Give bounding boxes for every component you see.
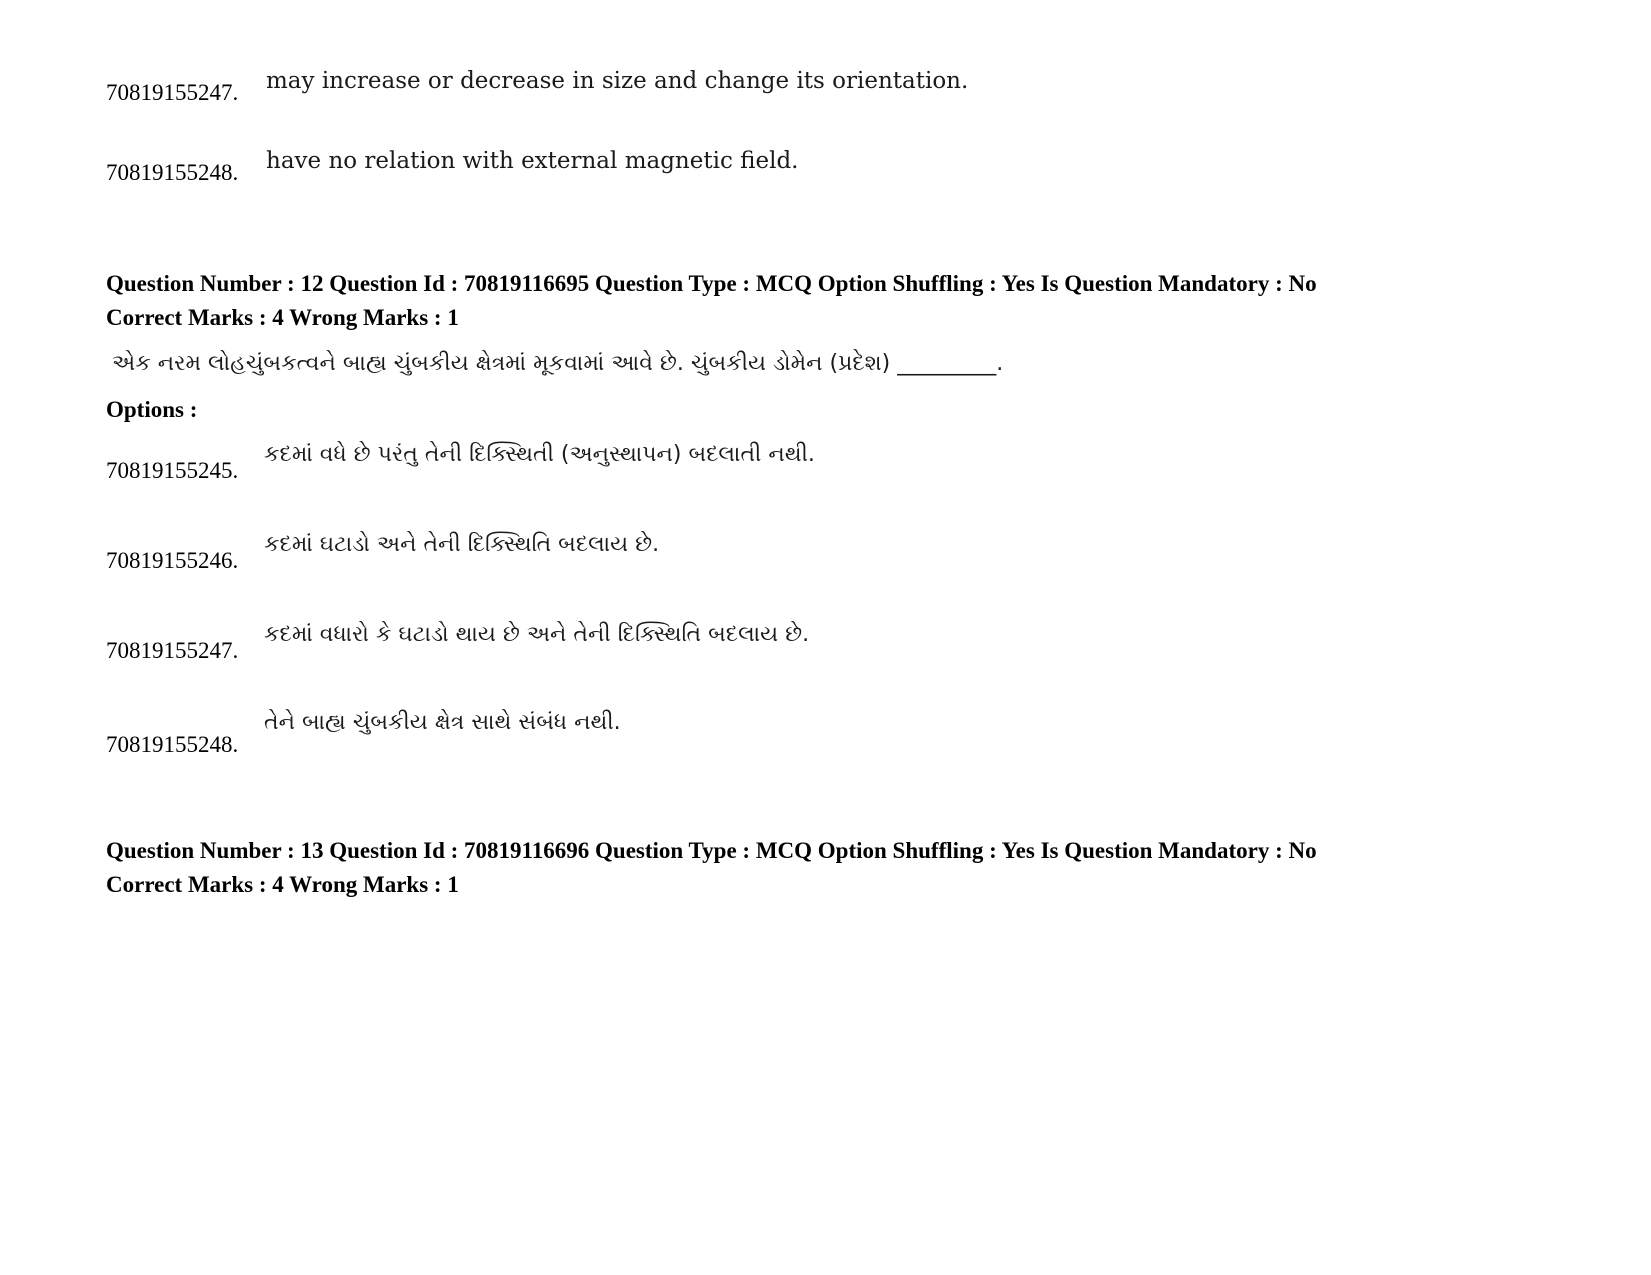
question-marks: Correct Marks : 4 Wrong Marks : 1 xyxy=(106,872,459,897)
options-label: Options : xyxy=(106,397,198,422)
option-id: 70819155247. xyxy=(106,80,239,105)
option-text: કદમાં વધે છે પરંતુ તેની દિક્સ્થિતી (અનુસ્થાપન) બદલાતી નથી. xyxy=(264,442,815,467)
option-id: 70819155245. xyxy=(106,458,239,483)
option-id: 70819155248. xyxy=(106,160,239,185)
option-text: may increase or decrease in size and change its orientation. xyxy=(266,68,969,94)
option-id: 70819155247. xyxy=(106,638,239,663)
option-text: તેને બાહ્ય ચુંબકીય ક્ષેત્ર સાથે સંબંધ નથી. xyxy=(264,710,621,735)
option-id: 70819155248. xyxy=(106,732,239,757)
question-text: એક નરમ લોહચુંબકત્વને બાહ્ય ચુંબકીય ક્ષેત્રમાં મૂકવામાં આવે છે. ચુંબકીય ડોમેન (પ્રદેશ) _________. xyxy=(112,351,1004,376)
question-header: Question Number : 12 Question Id : 70819116695 Question Type : MCQ Option Shuffling : Yes Is Question Mandatory : No xyxy=(106,271,1317,296)
option-id: 70819155246. xyxy=(106,548,239,573)
question-marks: Correct Marks : 4 Wrong Marks : 1 xyxy=(106,305,459,330)
option-text: કદમાં વધારો કે ઘટાડો થાય છે અને તેની દિક્સ્થિતિ બદલાય છે. xyxy=(264,622,810,647)
option-text: have no relation with external magnetic field. xyxy=(266,148,799,174)
question-header: Question Number : 13 Question Id : 70819116696 Question Type : MCQ Option Shuffling : Yes Is Question Mandatory : No xyxy=(106,838,1317,863)
option-text: કદમાં ઘટાડો અને તેની દિક્સ્થિતિ બદલાય છે. xyxy=(264,532,660,557)
